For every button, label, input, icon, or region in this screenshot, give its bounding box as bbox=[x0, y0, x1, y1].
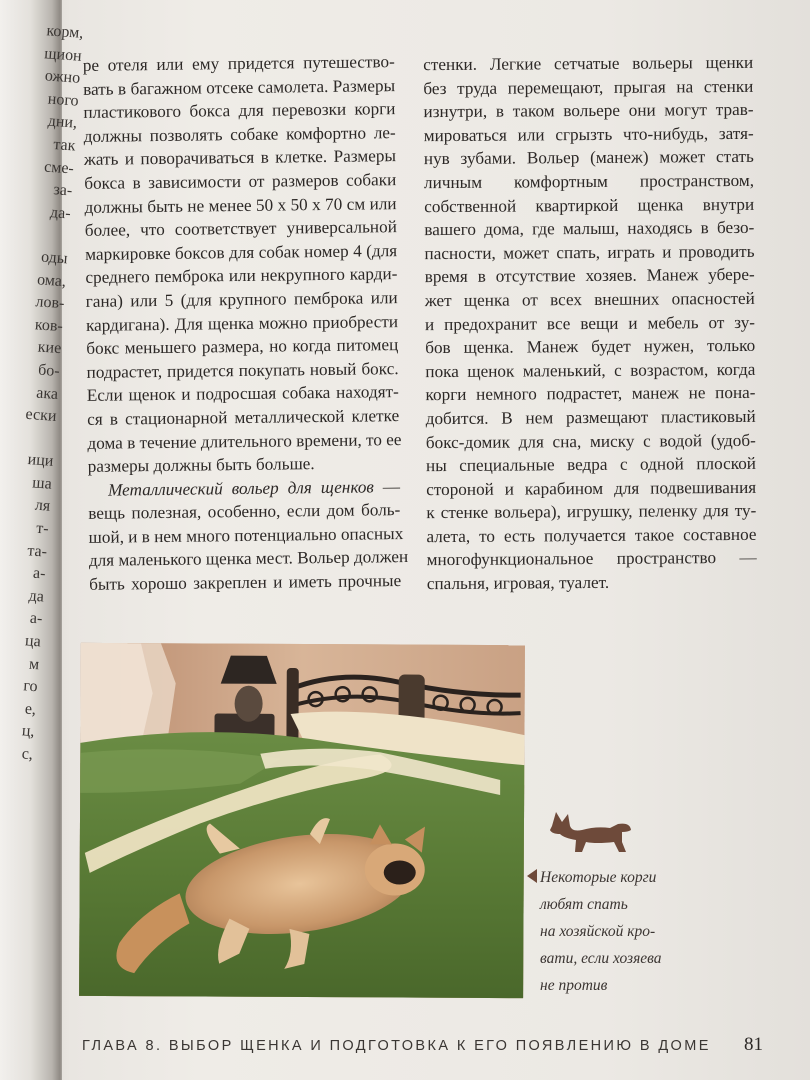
text-line: добится. В нем размещают пластиковый bbox=[425, 406, 756, 429]
text-line: быть хорошо закреплен и иметь прочные bbox=[89, 571, 402, 594]
fragment-line: щион bbox=[43, 44, 83, 65]
fragment-line: ля bbox=[34, 497, 51, 516]
text-line: среднего пемброка или некрупного карди- bbox=[85, 264, 398, 288]
text-line: размеры должны быть больше. bbox=[87, 454, 315, 476]
fragment-line: корм, bbox=[45, 22, 84, 42]
fragment-line: ц, bbox=[21, 722, 36, 741]
text-line: бов щенка. Манеж будет нужен, только bbox=[425, 335, 756, 358]
fragment-line: ома, bbox=[36, 270, 67, 290]
text-line: бокса в зависимости от размеров собаки bbox=[84, 170, 397, 193]
caption-line: Некоторые корги bbox=[540, 869, 657, 886]
text-line: без труда перемещают, прыгая на стенки bbox=[423, 76, 754, 98]
text-line: жет щенка от всех внешних опасностей bbox=[424, 288, 755, 311]
text-line: спальня, игровая, туалет. bbox=[426, 572, 610, 594]
text-line: для маленького щенка мест. Вольер должен bbox=[88, 547, 409, 571]
photo-illustration bbox=[79, 643, 525, 998]
text-line: ся в стационарной металлической клетке bbox=[87, 405, 400, 429]
caption-line: вати, если хозяева bbox=[540, 950, 662, 967]
corgi-silhouette-icon bbox=[546, 806, 634, 854]
fragment-line: ша bbox=[31, 474, 53, 493]
fragment-line: сме- bbox=[43, 158, 75, 178]
text-line: подрастет, придется покупать новый бокс. bbox=[86, 358, 399, 382]
text-line: ны специальные ведра с одной плоской bbox=[425, 453, 757, 476]
text-line: мироваться или сгрызть что-нибудь, затя- bbox=[423, 123, 754, 145]
text-line: алета, то есть получается такое составное bbox=[426, 524, 757, 547]
text-line: дома в течение длительного времени, то ее bbox=[87, 429, 402, 453]
text-line: жать и поворачиваться в клетке. Размеры bbox=[83, 146, 397, 170]
text-line: вать в багажном отсеке самолета. Размеры bbox=[83, 75, 396, 99]
fragment-line: ици bbox=[27, 451, 54, 471]
fragment-line: лов- bbox=[34, 293, 65, 313]
text-line: нув зубами. Вольер (манеж) может стать bbox=[423, 147, 754, 169]
paragraph-playpen bbox=[423, 51, 757, 596]
fragment-line: ков- bbox=[34, 315, 64, 335]
fragment-line: ака bbox=[35, 384, 59, 403]
caption-pointer-icon bbox=[527, 869, 537, 883]
text-line: к стенке вольера), игрушку, пеленку для ту- bbox=[426, 501, 757, 523]
photo-corgi-on-bed bbox=[79, 643, 525, 998]
fragment-line: а- bbox=[32, 564, 47, 583]
fragment-line: ески bbox=[25, 405, 58, 426]
text-line: время в отсутствие хозяев. Манеж убере- bbox=[424, 265, 755, 287]
caption-line: не против bbox=[540, 977, 608, 994]
text-line: вашего дома, где малыш, находясь в безо- bbox=[424, 218, 755, 240]
fragment-line: кие bbox=[37, 338, 62, 358]
text-line: бокс-домик для сна, миску с водой (удоб- bbox=[425, 430, 756, 452]
text-line: вещь полезная, особенно, если дом боль- bbox=[88, 500, 401, 524]
italic-term: Металлический вольер для щенков bbox=[107, 477, 374, 500]
text-line: шой, и в нем много потенциально опасных bbox=[88, 523, 404, 547]
previous-page-edge bbox=[0, 0, 84, 1080]
text-line: и предохранит все вещи и мебель от зу- bbox=[424, 312, 756, 334]
fragment-line: ного bbox=[47, 90, 80, 110]
text-line: собственной квартиркой щенка внутри bbox=[424, 194, 755, 216]
text-line: стенки. Легкие сетчатые вольеры щенки bbox=[423, 52, 754, 75]
previous-page-text-fragments bbox=[0, 19, 84, 767]
fragment-line: ожно bbox=[44, 67, 81, 87]
text-line: бокс меньшего размера, но когда питомец bbox=[86, 335, 399, 359]
fragment-line: да bbox=[28, 587, 45, 606]
text-line: пока щенок маленький, с возрастом, когда bbox=[425, 359, 756, 381]
fragment-line: т- bbox=[35, 519, 50, 538]
text-line: стороной и карабином для подвешивания bbox=[426, 477, 757, 499]
paragraph-metal-enclosure bbox=[88, 475, 409, 597]
caption-line: на хозяйской кро- bbox=[540, 923, 656, 940]
running-head: ГЛАВА 8. ВЫБОР ЩЕНКА И ПОДГОТОВКА К ЕГО ПОЯВЛЕНИЮ В ДОМЕ bbox=[82, 1038, 711, 1054]
text-line: пасности, может спать, играть и проводить bbox=[424, 241, 755, 263]
text-line: ре отеля или ему придется путешество- bbox=[82, 52, 395, 75]
photo-caption bbox=[540, 864, 710, 999]
text-column-left bbox=[82, 50, 409, 596]
text-line: кардигана). Для щенка можно приобрести bbox=[85, 311, 399, 335]
text-line: Если щенок и подросшая собака находят- bbox=[86, 382, 399, 406]
fragment-line: а- bbox=[29, 610, 43, 628]
text-line: должны быть не менее 50 х 50 х 70 см или bbox=[84, 193, 397, 217]
page-number: 81 bbox=[744, 1034, 763, 1055]
text-line: гана) или 5 (для крупного пемброка или bbox=[85, 288, 398, 311]
fragment-line: ца bbox=[24, 632, 42, 651]
caption-line: любят спать bbox=[540, 896, 628, 913]
fragment-line: да- bbox=[49, 203, 72, 223]
fragment-line: с, bbox=[21, 745, 34, 764]
text-line: пластикового бокса для перевозки корги bbox=[83, 99, 396, 123]
text-line: должны позволять собаке комфортно ле- bbox=[83, 122, 396, 146]
fragment-line: дни, bbox=[47, 113, 78, 133]
text-line: корги немного подрастет, манеж не пона- bbox=[425, 383, 756, 405]
fragment-line: за- bbox=[52, 181, 73, 200]
fragment-line: так bbox=[52, 136, 76, 155]
text-column-right bbox=[423, 51, 757, 596]
text-line: более, что соответствует универсальной bbox=[84, 217, 397, 241]
fragment-line: го bbox=[22, 677, 39, 696]
text-line: изнутри, в таком вольере они могут трав- bbox=[423, 100, 754, 122]
dash: — bbox=[373, 476, 401, 497]
fragment-line: м bbox=[28, 655, 40, 673]
text-line: маркировке боксов для собак номер 4 (для bbox=[85, 240, 398, 264]
text-line: многофункциональное пространство — bbox=[426, 548, 757, 570]
fragment-line: та- bbox=[26, 541, 48, 561]
fragment-line: е, bbox=[24, 700, 37, 719]
fragment-line: бо- bbox=[37, 361, 61, 380]
paragraph-carrier-box bbox=[83, 50, 400, 478]
fragment-line: оды bbox=[40, 248, 69, 268]
text-line: личным комфортным пространством, bbox=[423, 170, 755, 193]
